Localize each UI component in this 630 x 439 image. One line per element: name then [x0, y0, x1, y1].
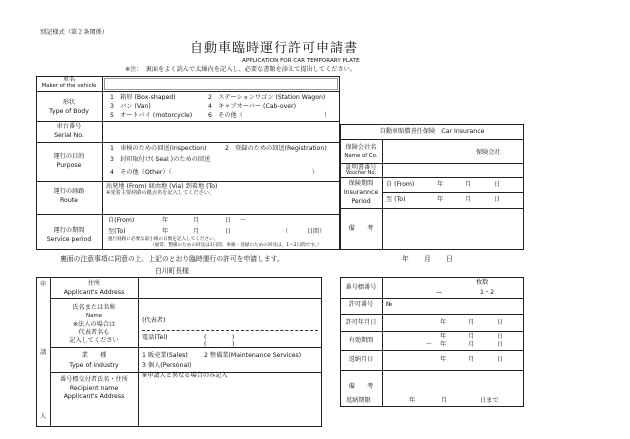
period-to-month: 月: [193, 228, 200, 235]
ins-period-label-en2: Period: [351, 198, 371, 205]
period-from-year: 年: [162, 217, 169, 224]
purpose-option-2[interactable]: 2 登録のための回送(Registration): [225, 145, 327, 152]
serial-label: 車台番号: [56, 123, 82, 130]
ins-to-year: 年: [437, 196, 444, 203]
form-number: 別記様式（第２条関係）: [40, 29, 109, 36]
permit-date-day: 日: [497, 319, 504, 326]
serial-label-en: Serial No.: [54, 132, 84, 139]
route-header: 出発地 (From) 経由地 (Via) 到着地 (To): [106, 183, 218, 190]
address-input[interactable]: [140, 279, 320, 297]
declaration-month: 月: [424, 255, 431, 263]
name-label: 氏名または名称: [72, 304, 116, 311]
permit-date-label: 許可年月日: [345, 319, 377, 326]
purpose-option-1[interactable]: 1 車検のための回送(Inspection): [110, 145, 207, 152]
declaration-text: 裏面の注意事項に同意の上、上記のとおり臨時運行の許可を申請します。: [60, 255, 284, 263]
route-label-en: Route: [60, 197, 78, 204]
ins-from-day: 日: [494, 181, 501, 188]
industry-option-3[interactable]: 3 個人(Personal): [142, 362, 192, 369]
recipient-note: ※申請人と異なる場合のみ記入: [142, 372, 228, 379]
valid-to-year: 年: [440, 341, 447, 348]
ins-from: 自 (From): [386, 181, 415, 188]
tel-paren-open-1: (: [204, 334, 207, 341]
purpose-label-en: Purpose: [56, 162, 82, 169]
applicant-side-1: 申: [40, 281, 47, 288]
industry-label-en: Type of industry: [69, 362, 119, 369]
valid-from-year: 年: [440, 333, 447, 340]
serial-input[interactable]: [104, 123, 338, 140]
body-option-2[interactable]: 2 ステーションワゴン (Station Wagon): [208, 94, 326, 101]
representative-label: (代表者): [142, 317, 166, 324]
maker-label: 車名: [62, 76, 76, 83]
applicant-side-3: 人: [40, 413, 47, 420]
purpose-option-4-close: ）: [312, 169, 319, 176]
purpose-label: 運行の目的: [53, 153, 85, 160]
name-note-2: 代表者名も: [78, 329, 110, 336]
ins-from-month: 月: [465, 181, 472, 188]
purpose-option-3[interactable]: 3 封印取付け( Seal )のための回送: [110, 156, 211, 163]
body-option-6-close: ）: [324, 112, 331, 119]
period-label-en: Service period: [46, 236, 92, 243]
period-to-year: 年: [162, 228, 169, 235]
valid-to-day: 日: [497, 341, 504, 348]
period-label: 運行の期間: [53, 227, 85, 234]
valid-tilde: 〜: [426, 341, 433, 348]
ins-period-label-en1: Insurannce: [343, 189, 379, 196]
body-option-1[interactable]: 1 箱形 (Box-shaped): [110, 94, 176, 101]
ins-remarks-label: 備 考: [348, 225, 374, 232]
return-deadline-month: 月: [441, 397, 448, 404]
return-date-month: 月: [468, 356, 475, 363]
ins-to-day: 日: [494, 196, 501, 203]
route-note: ※発着主要経路の拠点名を記入してください。: [106, 190, 215, 196]
purpose-option-4[interactable]: 4 その他（Other）（: [110, 169, 172, 176]
valid-period-label: 有効期間: [348, 337, 374, 344]
route-label: 運行の経路: [53, 188, 85, 195]
ins-to: 至 (To): [386, 196, 406, 203]
permit-date-year: 年: [440, 319, 447, 326]
body-label: 形状: [62, 99, 76, 106]
ins-from-year: 年: [437, 181, 444, 188]
return-date-year: 年: [440, 356, 447, 363]
permit-date-month: 月: [468, 319, 475, 326]
body-option-4[interactable]: 4 キャブオーバー (Cab-over): [208, 103, 297, 110]
period-to-day: 日: [225, 228, 232, 235]
recipient-label-en-1: Recipient name: [69, 385, 119, 392]
insurance-company-label-en: Name of Co.: [344, 153, 378, 159]
body-label-en: Type of Body: [49, 108, 89, 115]
insurance-company-suffix: 保険会社: [476, 149, 501, 156]
industry-option-2[interactable]: 2 整備業(Maintenance Services): [204, 352, 302, 359]
tel-paren-close-2: ): [232, 341, 235, 348]
permit-number-label: 許可番号: [348, 301, 374, 308]
sheets-dash: —: [436, 289, 443, 296]
industry-label: 業 種: [81, 352, 107, 359]
period-from-month: 月: [193, 217, 200, 224]
period-note-2: （通常、整備のための回送は1日間、車検・登録のための回送は、1〜2日間です。）: [150, 243, 322, 248]
ins-to-month: 月: [465, 196, 472, 203]
industry-option-1[interactable]: 1 販売業(Sales): [142, 352, 188, 359]
sheets-label: 枚数: [476, 279, 489, 286]
body-option-6[interactable]: 6 その他（: [208, 112, 243, 119]
insurance-header: 自動車賠償責任保険 Car Insurance: [379, 128, 485, 135]
voucher-label: 証明書番号: [345, 164, 377, 171]
period-from: 自(From): [108, 217, 135, 224]
name-label-en: Name: [86, 313, 102, 319]
name-note-1: ※法人の場合は: [72, 321, 116, 328]
address-label: 住所: [87, 280, 101, 287]
valid-to-month: 月: [468, 341, 475, 348]
period-tilde: 〜: [240, 217, 247, 224]
address-label-en: Applicant's Address: [63, 289, 125, 296]
valid-from-month: 月: [468, 333, 475, 340]
ins-period-label: 保険期間: [348, 180, 374, 187]
form-subtitle: APPLICATION FOR CAR TEMPORARY PLATE: [242, 58, 360, 64]
valid-from-day: 日: [497, 333, 504, 340]
mayor-addressee: 白川町長様: [155, 267, 189, 275]
maker-label-en: Maker of the vehicle: [41, 83, 97, 89]
route-input[interactable]: [104, 198, 338, 213]
recipient-label-en-2: Applicant's Address: [63, 393, 125, 400]
office-remarks-label: 備 考: [348, 383, 374, 390]
return-deadline-year: 年: [409, 397, 416, 404]
period-note-1: 運行経路に必要な最小限の日数を記入してください。: [108, 237, 219, 242]
insurance-company-label: 保険会社名: [345, 144, 377, 151]
return-deadline-label: 返納期限: [346, 397, 371, 404]
return-deadline-until: 日まで: [480, 397, 499, 404]
voucher-label-en: Voucher No.: [345, 170, 377, 176]
period-days: （ 日間）: [282, 228, 326, 235]
recipient-label: 番号標交付者氏名・住所: [59, 376, 129, 383]
tel-paren-close-1: ): [232, 334, 235, 341]
declaration-day: 日: [446, 255, 453, 263]
permit-number-mark: №: [386, 301, 393, 308]
applicant-side-2: 請: [40, 349, 47, 356]
body-option-3[interactable]: 3 バン (Van): [110, 103, 151, 110]
declaration-year: 年: [402, 255, 409, 263]
tel-paren-open-2: (: [204, 341, 207, 348]
body-option-5[interactable]: 5 オートバイ (motorcycle): [110, 112, 193, 119]
return-date-label: 返納月日: [348, 356, 374, 363]
period-to: 至(To): [108, 228, 126, 235]
plate-number-label: 番号標番号: [345, 284, 377, 291]
name-note-3: 記入してください: [69, 337, 119, 344]
maker-input[interactable]: [104, 78, 338, 90]
sheets-value: 1・2: [480, 289, 495, 296]
form-title: 自動車臨時運行許可申請書: [190, 41, 359, 56]
tel-label: 電話(Tel): [142, 334, 168, 341]
period-from-day: 日: [225, 217, 232, 224]
form-note: ※注： 裏面をよく読んで太線内を記入し、必要な書類を添えて提出してください。: [125, 66, 357, 73]
return-date-day: 日: [497, 356, 504, 363]
